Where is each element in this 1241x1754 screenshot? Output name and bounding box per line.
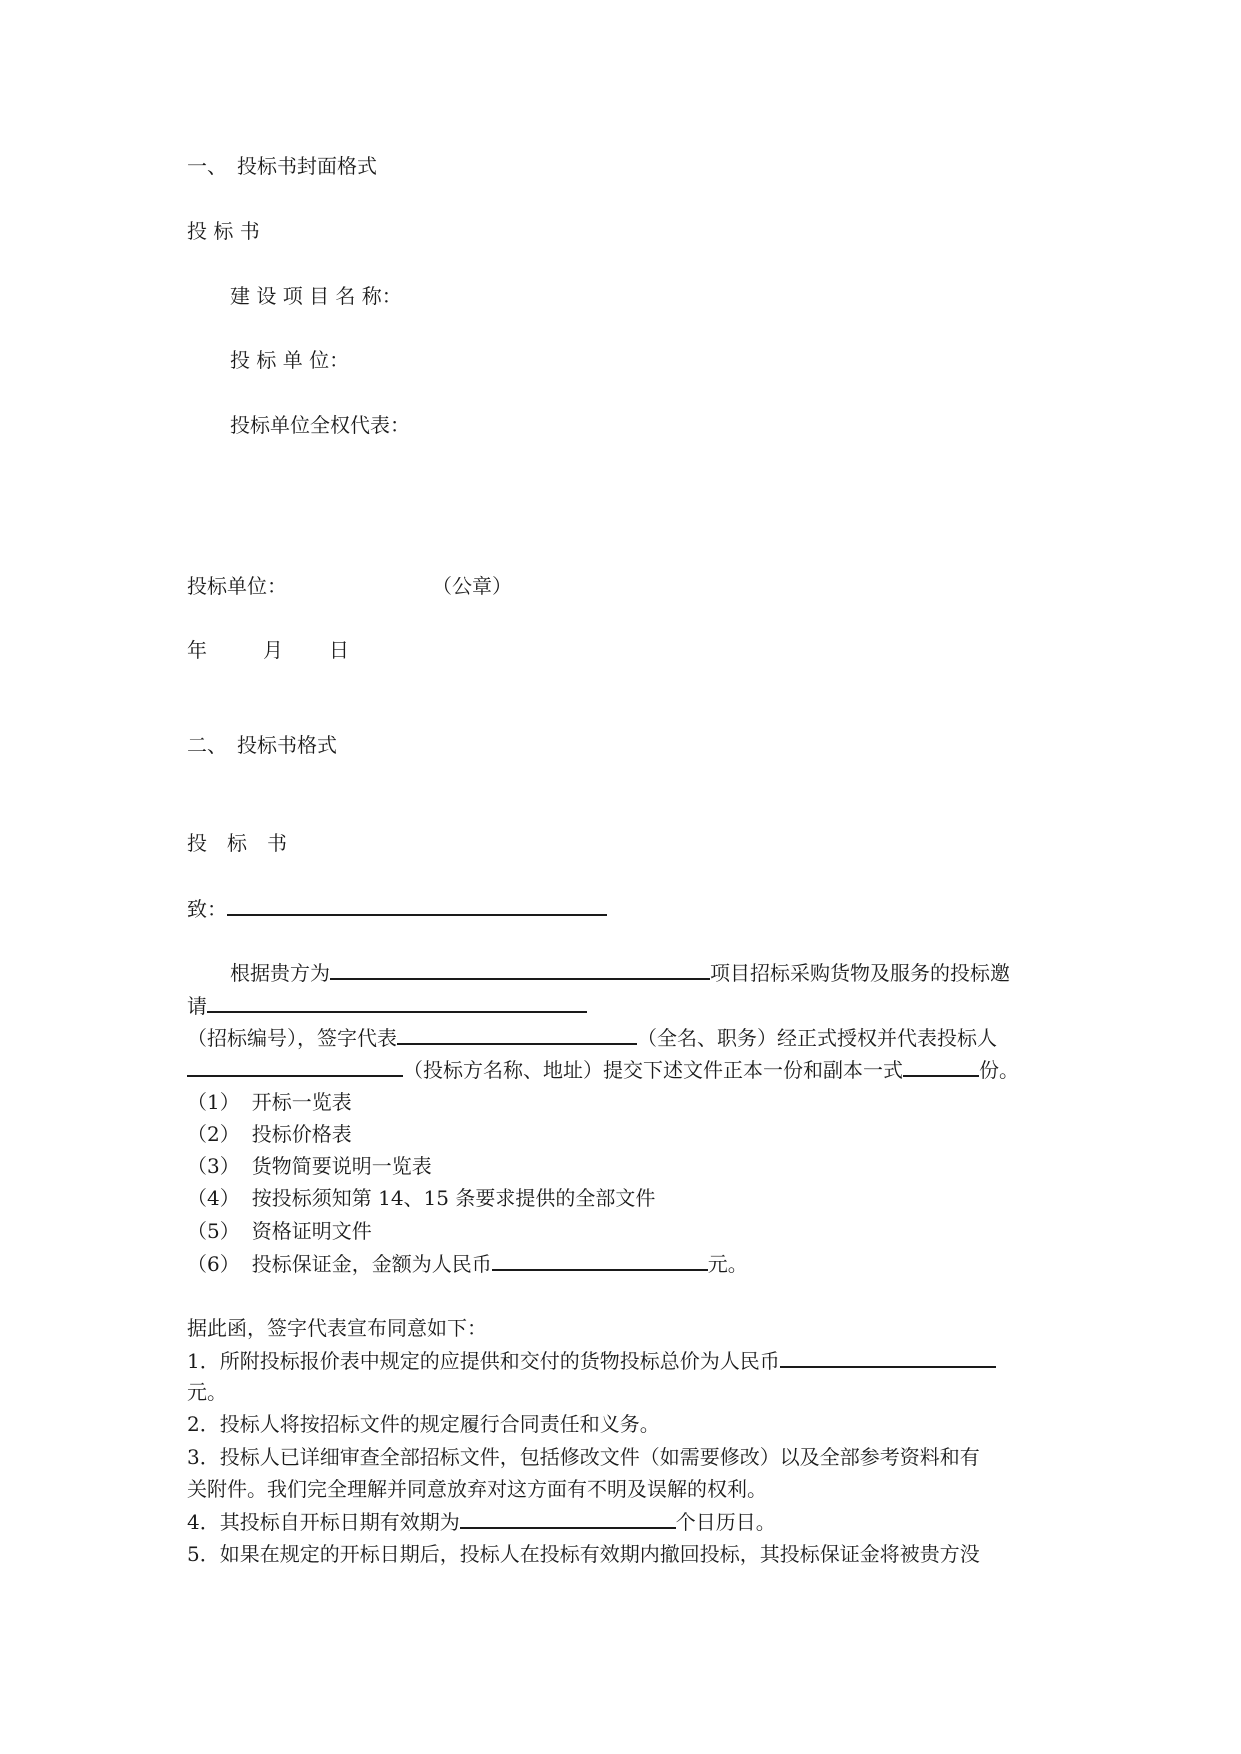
list-item (187, 1217, 372, 1245)
copies-blank (903, 1055, 979, 1077)
date-month: 月 (263, 638, 283, 662)
date-day: 日 (329, 638, 349, 662)
list-item (187, 1152, 432, 1180)
list-item-text: 货物简要说明一览表 (251, 1154, 432, 1178)
clause-2: 2．投标人将按招标文件的规定履行合同责任和义务。 (187, 1412, 660, 1436)
to-line (187, 894, 607, 923)
declaration-line: 据此函，签字代表宣布同意如下： (187, 1316, 487, 1340)
clause-1 (187, 1346, 996, 1375)
list-item-text: 投标价格表 (251, 1122, 352, 1146)
seal-label: （公章） (432, 574, 512, 598)
list-item-number: （4） (187, 1186, 240, 1210)
para-text-c: 请 (187, 994, 207, 1018)
list-item-number: （6） (187, 1252, 240, 1276)
clause-4-text: 4．其投标自开标日期有效期为 (187, 1510, 460, 1534)
list-item (187, 1249, 748, 1278)
field-bidder-unit: 投 标 单 位： (230, 348, 350, 372)
list-item-text: 按投标须知第 14、15 条要求提供的全部文件 (251, 1186, 656, 1210)
para-text-a: 根据贵方为 (230, 961, 330, 985)
clause-4 (187, 1507, 776, 1536)
para-text-f: （投标方名称、地址）提交下述文件正本一份和副本一式 (403, 1058, 903, 1082)
invitation-blank (207, 991, 587, 1013)
list-item (187, 1088, 352, 1116)
list-item-number: （3） (187, 1154, 240, 1178)
list-item-suffix: 元。 (707, 1252, 748, 1276)
clause-1-text: 1．所附投标报价表中规定的应提供和交付的货物投标总价为人民币 (187, 1349, 780, 1373)
to-label: 致： (187, 897, 227, 921)
list-item (187, 1184, 655, 1212)
bidder-blank (187, 1055, 403, 1077)
bidder-unit-label: 投标单位： (187, 574, 287, 598)
to-blank (227, 894, 607, 916)
signer-blank (397, 1023, 637, 1045)
list-item-number: （5） (187, 1219, 240, 1243)
clause-3-line-1: 3．投标人已详细审查全部招标文件，包括修改文件（如需要修改）以及全部参考资料和有 (187, 1445, 980, 1469)
list-item-text: 资格证明文件 (251, 1219, 372, 1243)
deposit-blank (492, 1249, 708, 1271)
project-blank (330, 958, 710, 980)
para-text-g: 份。 (979, 1058, 1019, 1082)
clause-1-end: 元。 (187, 1380, 227, 1404)
paragraph-line-3 (187, 1023, 997, 1052)
list-item (187, 1120, 352, 1148)
paragraph-line-4 (187, 1055, 1019, 1084)
list-item-text: 投标保证金，金额为人民币 (251, 1252, 492, 1276)
para-text-b: 项目招标采购货物及服务的投标邀 (710, 961, 1010, 985)
date-year: 年 (187, 638, 207, 662)
list-item-text: 开标一览表 (251, 1090, 352, 1114)
para-text-e: （全名、职务）经正式授权并代表投标人 (637, 1026, 997, 1050)
clause-3-line-2: 关附件。我们完全理解并同意放弃对这方面有不明及误解的权利。 (187, 1477, 767, 1501)
clause-4-suffix: 个日历日。 (675, 1510, 776, 1534)
section1-heading: 一、 投标书封面格式 (187, 154, 377, 178)
total-price-blank (780, 1346, 996, 1368)
bid-letter-title: 投 标 书 (187, 831, 287, 855)
field-project-name: 建 设 项 目 名 称： (230, 284, 402, 308)
paragraph-line-2 (187, 991, 587, 1020)
field-authorized-rep: 投标单位全权代表： (230, 413, 410, 437)
section2-heading: 二、 投标书格式 (187, 733, 337, 757)
clause-5: 5．如果在规定的开标日期后，投标人在投标有效期内撤回投标，其投标保证金将被贵方没 (187, 1542, 980, 1566)
list-item-number: （2） (187, 1122, 240, 1146)
para-text-d: （招标编号），签字代表 (187, 1026, 397, 1050)
paragraph-line-1 (230, 958, 1010, 987)
cover-title: 投 标 书 (187, 219, 260, 243)
validity-blank (460, 1507, 676, 1529)
list-item-number: （1） (187, 1090, 240, 1114)
